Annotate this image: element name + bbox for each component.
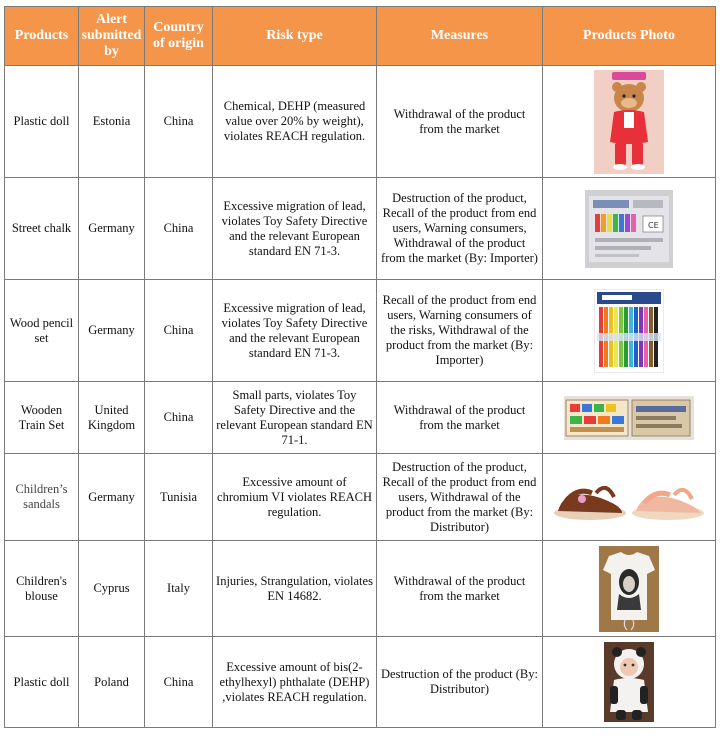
pencils-photo [594, 289, 664, 373]
risk-cell: Excessive migration of lead, violates Toy Safety Directive and the relevant European standard EN 71-3. [213, 178, 377, 280]
product-cell: Children’s sandals [5, 454, 79, 541]
origin-cell: Italy [145, 541, 213, 637]
measures-cell: Destruction of the product (By: Distributor) [377, 637, 543, 728]
product-cell: Plastic doll [5, 637, 79, 728]
measures-cell: Destruction of the product, Recall of the product from end users, Warning consumers, Withdrawal of the product from the market (By: Importer) [377, 178, 543, 280]
header-row [5, 7, 716, 66]
train-set-photo [564, 396, 694, 440]
measures-cell: Withdrawal of the product from the market [377, 541, 543, 637]
risk-cell: Excessive amount of chromium VI violates REACH regulation. [213, 454, 377, 541]
submitted-by-cell: Germany [79, 454, 145, 541]
product-cell: Street chalk [5, 178, 79, 280]
measures-cell: Destruction of the product, Recall of the product from end users, Withdrawal of the product from the market (By: Distributor) [377, 454, 543, 541]
header-measures: Measures [377, 7, 543, 66]
svg-text:CE: CE [648, 220, 659, 230]
risk-cell: Excessive migration of lead, violates Toy Safety Directive and the relevant European standard EN 71-3. [213, 280, 377, 382]
doll-photo [594, 70, 664, 174]
table-row [5, 66, 716, 178]
blouse-photo [599, 546, 659, 632]
table-row [5, 637, 716, 728]
origin-cell: China [145, 280, 213, 382]
measures-cell: Withdrawal of the product from the market [377, 66, 543, 178]
product-cell: Children's blouse [5, 541, 79, 637]
header-products-photo: Products Photo [543, 7, 716, 66]
product-cell: Wooden Train Set [5, 382, 79, 454]
table-row [5, 454, 716, 541]
photo-cell [543, 280, 716, 382]
header-risk-type: Risk type [213, 7, 377, 66]
header-country-of-origin: Country of origin [145, 7, 213, 66]
submitted-by-cell: Estonia [79, 66, 145, 178]
risk-cell: Excessive amount of bis(2-ethylhexyl) phthalate (DEHP) ,violates REACH regulation. [213, 637, 377, 728]
submitted-by-cell: Germany [79, 178, 145, 280]
risk-cell: Chemical, DEHP (measured value over 20% by weight), violates REACH regulation. [213, 66, 377, 178]
photo-cell [543, 454, 716, 541]
sandals-photo [552, 471, 706, 523]
photo-cell [543, 382, 716, 454]
submitted-by-cell: Germany [79, 280, 145, 382]
submitted-by-cell: Poland [79, 637, 145, 728]
header-alert-submitted-by: Alert submitted by [79, 7, 145, 66]
header-products: Products [5, 7, 79, 66]
photo-cell [543, 178, 716, 280]
photo-cell [543, 541, 716, 637]
risk-cell: Injuries, Strangulation, violates EN 14682. [213, 541, 377, 637]
panda-doll-photo [604, 642, 654, 722]
measures-cell: Recall of the product from end users, Warning consumers of the risks, Withdrawal of the product from the market (By: Importer) [377, 280, 543, 382]
photo-cell [543, 66, 716, 178]
origin-cell: China [145, 637, 213, 728]
submitted-by-cell: United Kingdom [79, 382, 145, 454]
product-cell: Plastic doll [5, 66, 79, 178]
measures-cell: Withdrawal of the product from the market [377, 382, 543, 454]
origin-cell: China [145, 382, 213, 454]
origin-cell: China [145, 178, 213, 280]
photo-cell [543, 637, 716, 728]
chalk-photo [585, 190, 673, 268]
submitted-by-cell: Cyprus [79, 541, 145, 637]
origin-cell: Tunisia [145, 454, 213, 541]
table-row [5, 178, 716, 280]
table-row [5, 541, 716, 637]
table-row [5, 382, 716, 454]
table-row [5, 280, 716, 382]
product-alerts-table [4, 6, 716, 728]
risk-cell: Small parts, violates Toy Safety Directive and the relevant European standard EN 71-1. [213, 382, 377, 454]
origin-cell: China [145, 66, 213, 178]
product-cell: Wood pencil set [5, 280, 79, 382]
